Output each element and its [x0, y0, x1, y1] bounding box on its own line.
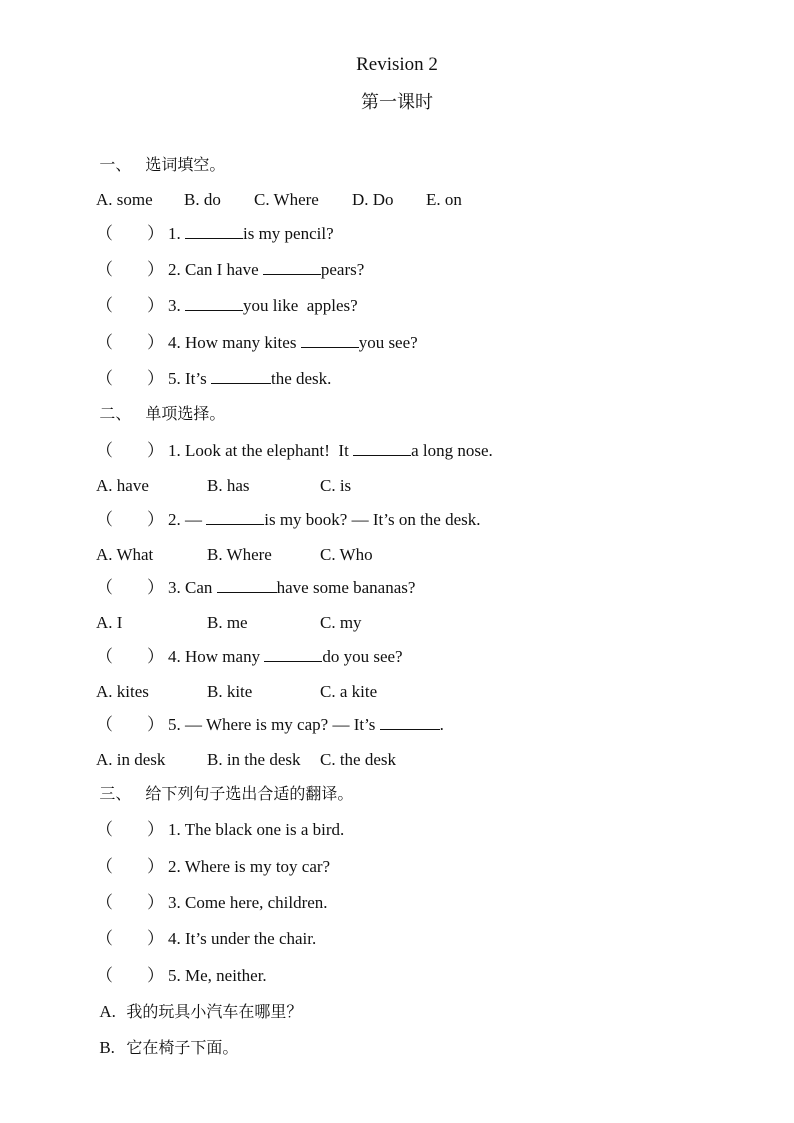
choice-a[interactable]: A. I [96, 613, 123, 632]
fill-blank[interactable] [185, 296, 243, 311]
word-option-d: D. Do [352, 190, 394, 209]
answer-bracket[interactable]: （ ） [96, 857, 164, 876]
choice-c[interactable]: C. my [320, 613, 362, 632]
choice-c[interactable]: C. is [320, 476, 352, 495]
choice-c[interactable]: C. Who [320, 545, 373, 564]
item-text: The black one is a bird. [184, 820, 345, 839]
item-number: 3. [168, 893, 181, 912]
choice-a[interactable]: A. in desk [96, 750, 166, 769]
item-text-before: Can [185, 578, 217, 597]
answer-bracket[interactable]: （ ） [96, 893, 164, 912]
item-number: 5. [168, 966, 181, 985]
answer-bracket[interactable]: （ ） [96, 333, 164, 352]
answer-bracket[interactable]: （ ） [96, 296, 164, 315]
item-number: 3. [168, 578, 181, 597]
item-text-before: Can I have [185, 260, 263, 279]
answer-bracket[interactable]: （ ） [96, 929, 164, 948]
item-number: 1. [168, 224, 181, 243]
item-number: 1. [168, 820, 181, 839]
answer-bracket[interactable]: （ ） [96, 820, 164, 839]
item-text-before: How many kites [185, 333, 301, 352]
answer-bracket[interactable]: （ ） [96, 966, 164, 985]
item-number: 4. [168, 333, 181, 352]
choice-b[interactable]: B. in the desk [207, 750, 301, 769]
item-number: 5. [168, 715, 181, 734]
item-number: 4. [168, 647, 181, 666]
choice-c[interactable]: C. a kite [320, 682, 378, 701]
item-text-after: you like apples? [243, 296, 358, 315]
item-text: It’s under the chair. [185, 929, 317, 948]
page-title: Revision 2 [356, 54, 438, 75]
item-number: 2. [168, 260, 181, 279]
answer-bracket[interactable]: （ ） [96, 647, 164, 666]
answer-bracket[interactable]: （ ） [96, 441, 164, 460]
section-2-title: 单项选择。 [145, 404, 226, 423]
item-text-before: — [185, 510, 207, 529]
answer-bracket[interactable]: （ ） [96, 578, 164, 597]
item-text-after: is my book? — It’s on the desk. [264, 510, 481, 529]
translation-text: 它在椅子下面。 [126, 1038, 239, 1057]
item-text-after: you see? [358, 333, 418, 352]
item-number: 5. [168, 369, 181, 388]
item-text-after: the desk. [270, 369, 332, 388]
choice-b[interactable]: B. has [207, 476, 250, 495]
section-3-number: 三、 [99, 784, 132, 803]
item-text: Me, neither. [185, 966, 267, 985]
choice-b[interactable]: B. me [207, 613, 248, 632]
section-1-number: 一、 [99, 155, 132, 174]
fill-blank[interactable] [353, 441, 411, 456]
translation-b [79, 1015, 238, 1081]
item-text-after: is my pencil? [243, 224, 334, 243]
section-3-title: 给下列句子选出合适的翻译。 [145, 784, 354, 803]
item-text-before: — Where is my cap? — It’s [185, 715, 380, 734]
item-text: Where is my toy car? [184, 857, 331, 876]
item-text-before: It’s [185, 369, 211, 388]
item-number: 1. [168, 441, 181, 460]
choice-b[interactable]: B. Where [207, 545, 272, 564]
item-number: 2. [168, 510, 181, 529]
translation-letter: A. [99, 1002, 116, 1021]
section-1-title: 选词填空。 [145, 155, 226, 174]
item-text-after: pears? [320, 260, 365, 279]
answer-bracket[interactable]: （ ） [96, 510, 164, 529]
answer-bracket[interactable]: （ ） [96, 369, 164, 388]
item-text-before: Look at the elephant! It [185, 441, 354, 460]
choice-c[interactable]: C. the desk [320, 750, 397, 769]
answer-bracket[interactable]: （ ） [96, 715, 164, 734]
choice-a[interactable]: A. have [96, 476, 149, 495]
answer-bracket[interactable]: （ ） [96, 224, 164, 243]
item-number: 2. [168, 857, 181, 876]
translation-letter: B. [99, 1038, 115, 1057]
item-number: 4. [168, 929, 181, 948]
choice-a[interactable]: A. kites [96, 682, 149, 701]
page-subtitle: 第一课时 [361, 92, 433, 113]
item-text-after: . [439, 715, 444, 734]
word-option-a: A. some [96, 190, 153, 209]
item-text: Come here, children. [185, 893, 328, 912]
word-option-c: C. Where [254, 190, 319, 209]
word-option-b: B. do [184, 190, 221, 209]
section-2-number: 二、 [99, 404, 132, 423]
word-option-e: E. on [426, 190, 462, 209]
item-text-after: do you see? [322, 647, 403, 666]
translation-text: 我的玩具小汽车在哪里？ [126, 1002, 303, 1021]
item-text-after: a long nose. [411, 441, 493, 460]
answer-bracket[interactable]: （ ） [96, 260, 164, 279]
item-text-after: have some bananas? [276, 578, 416, 597]
item-number: 3. [168, 296, 181, 315]
item-text-before: How many [185, 647, 265, 666]
choice-b[interactable]: B. kite [207, 682, 253, 701]
choice-a[interactable]: A. What [96, 545, 154, 564]
